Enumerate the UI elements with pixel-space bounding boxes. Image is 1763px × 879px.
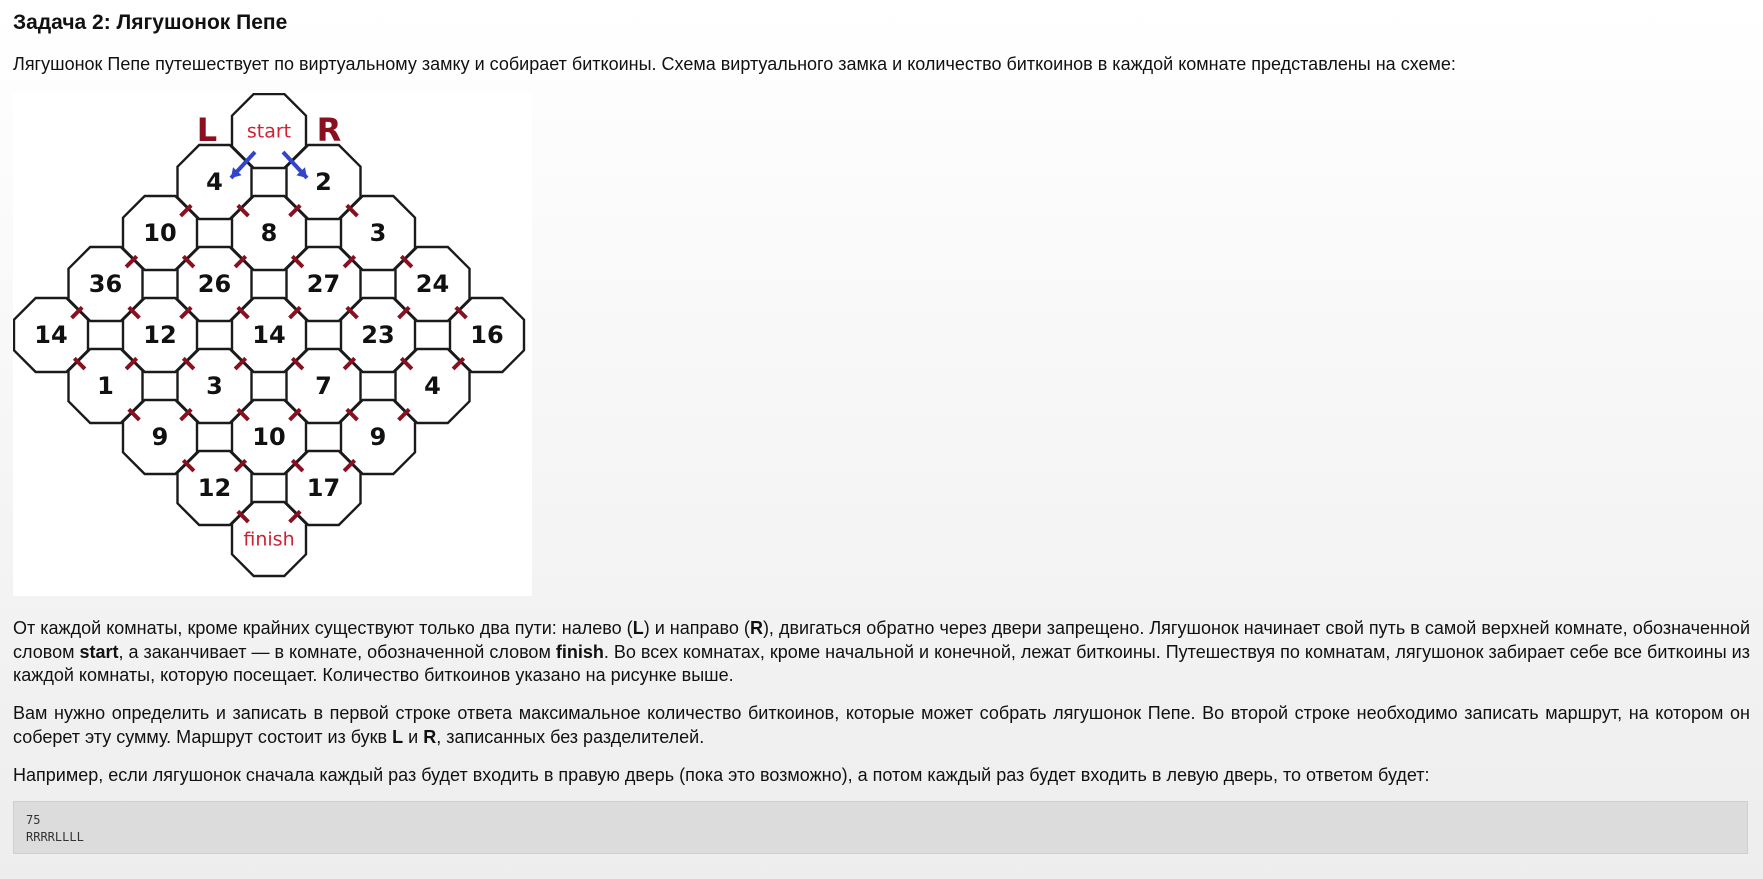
room-bitcoin-count: 17 <box>306 474 341 502</box>
room-bitcoin-count: 14 <box>34 321 68 349</box>
room-bitcoin-count: 10 <box>252 423 286 451</box>
room-bitcoin-count: 1 <box>97 372 114 400</box>
finish-room-label: finish <box>243 528 295 551</box>
rules-text: ) и направо ( <box>643 618 750 638</box>
start-word: start <box>79 641 119 662</box>
task-text: Вам нужно определить и записать в первой строке ответа максимальное количество биткоинов, которые может собрать лягушонок Пепе. Во второй строке необходимо записать маршрут, на котором он соберет эту сумму. Маршрут состоит из букв <box>13 703 1750 747</box>
room-bitcoin-count: 23 <box>361 321 395 349</box>
room-bitcoin-count: 26 <box>197 270 232 298</box>
room-bitcoin-count: 8 <box>260 219 278 247</box>
left-direction-label: L <box>196 111 218 149</box>
intro-paragraph: Лягушонок Пепе путешествует по виртуальному замку и собирает биткоины. Схема виртуального замка и количество биткоинов в каждой комнате представлены на схеме: <box>13 54 1456 74</box>
rules-text: , а заканчивает — в комнате, обозначенной словом <box>118 641 556 662</box>
example-answer-sum: 75 <box>26 813 41 827</box>
room-bitcoin-count: 7 <box>315 372 332 400</box>
rules-paragraph <box>13 617 1750 688</box>
castle-map <box>13 93 532 596</box>
room-bitcoin-count: 3 <box>369 219 387 247</box>
room-bitcoin-count: 14 <box>252 321 286 349</box>
right-letter: R <box>423 726 437 747</box>
room-bitcoin-count: 9 <box>151 423 169 451</box>
room-bitcoin-count: 4 <box>424 372 441 400</box>
example-answer-block <box>13 801 1748 854</box>
room-bitcoin-count: 3 <box>206 372 223 400</box>
right-letter: R <box>749 618 763 638</box>
task-title: Задача 2: Лягушонок Пепе <box>13 11 288 34</box>
castle-diagram <box>13 93 532 596</box>
task-text: , записанных без разделителей. <box>436 726 705 747</box>
room-bitcoin-count: 16 <box>470 321 504 349</box>
room-bitcoin-count: 24 <box>415 270 450 298</box>
rules-text: ), двигаться обратно через двери запрещено. Лягушонок начинает свой путь в самой верхней комнате, обозначенной словом <box>13 618 1750 662</box>
rules-text: . Во всех комнатах, кроме начальной и конечной, лежат биткоины. Путешествуя по комнатам, лягушонок забирает себе все биткоины из каждой комнаты, которую посещает. Количество биткоинов указано на рисунке выше. <box>13 641 1750 685</box>
room-bitcoin-count: 12 <box>143 321 177 349</box>
room-bitcoin-count: 2 <box>315 168 332 196</box>
left-letter: L <box>392 726 404 747</box>
example-answer-route: RRRRLLLL <box>26 830 84 844</box>
left-letter: L <box>632 618 644 638</box>
room-bitcoin-count: 9 <box>369 423 387 451</box>
room-bitcoin-count: 4 <box>206 168 223 196</box>
start-room-label: start <box>246 120 292 143</box>
right-direction-label: R <box>316 111 342 149</box>
example-paragraph: Например, если лягушонок сначала каждый раз будет входить в правую дверь (пока это возможно), а потом каждый раз будет входить в левую дверь, то ответом будет: <box>13 765 1430 785</box>
finish-word: finish <box>555 641 604 662</box>
rules-text: От каждой комнаты, кроме крайних существуют только два пути: налево ( <box>13 618 633 638</box>
room-bitcoin-count: 12 <box>197 474 232 502</box>
room-bitcoin-count: 36 <box>88 270 123 298</box>
room-bitcoin-count: 10 <box>143 219 177 247</box>
task-text: и <box>403 726 424 747</box>
room-bitcoin-count: 27 <box>306 270 341 298</box>
task-paragraph <box>13 702 1750 749</box>
